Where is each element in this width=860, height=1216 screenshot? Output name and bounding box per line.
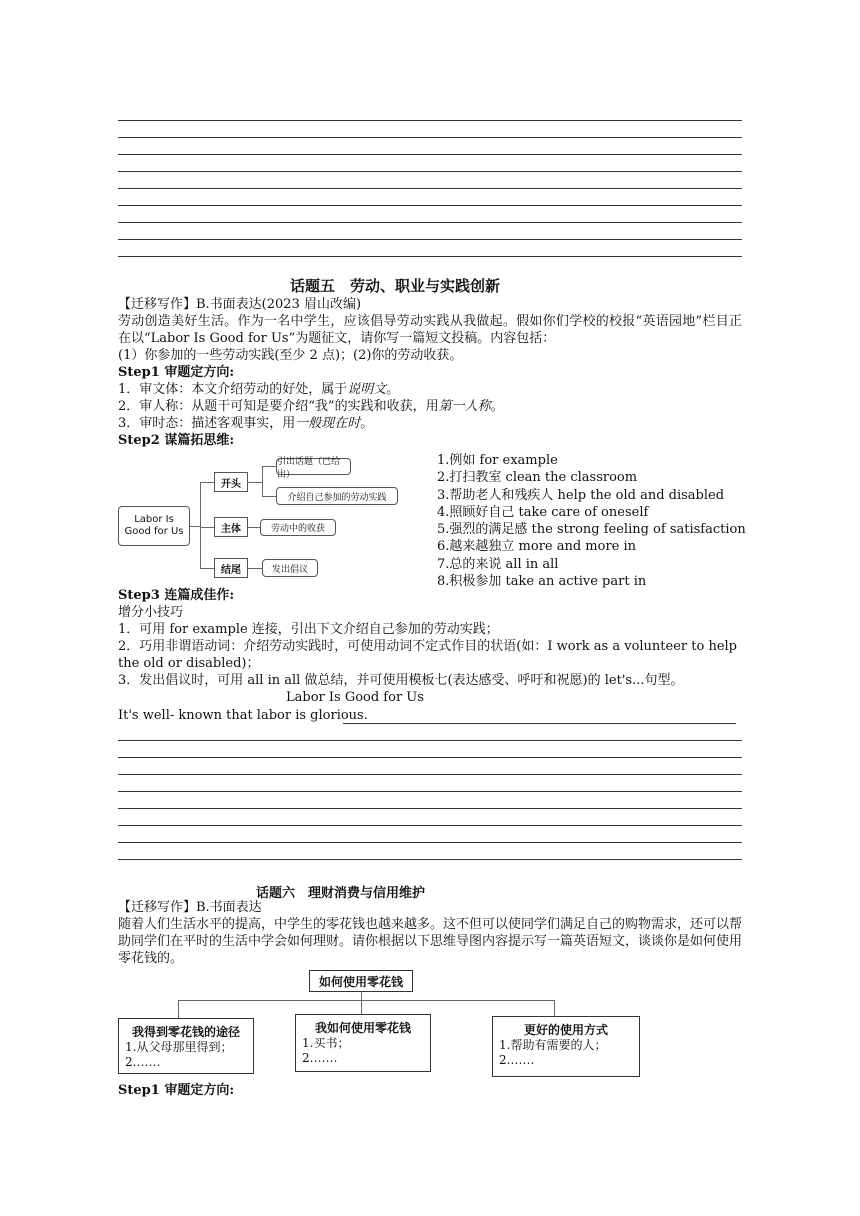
phrase-item: 1.例如 for example <box>437 453 558 468</box>
essay-start: It's well- known that labor is glorious. <box>118 708 368 723</box>
connector <box>262 466 276 467</box>
connector <box>554 1000 555 1016</box>
topic5-step3-title: Step3 连篇成佳作: <box>118 588 235 603</box>
connector <box>178 1000 179 1018</box>
answer-line[interactable] <box>118 825 742 826</box>
box-line: 2.…… <box>302 1051 338 1065</box>
mindmap-box-income <box>118 1018 254 1074</box>
step1-item-suffix: 。 <box>360 416 374 431</box>
topic5-step1-item <box>118 381 399 398</box>
topic5-prompt-text: 劳动创造美好生活。作为一名中学生，应该倡导劳动实践从我做起。假如你们学校的校报“英语园地”栏目正在以“Labor Is Good for Us”为题征文，请你写一篇短文投稿。内容包括： <box>118 314 742 346</box>
connector <box>262 466 263 496</box>
phrase-item: 8.积极参加 take an active part in <box>437 574 647 590</box>
answer-line[interactable] <box>118 808 742 809</box>
answer-line[interactable] <box>118 171 742 172</box>
mindmap-leaf-intro-practice: 介绍自己参加的劳动实践 <box>276 487 398 505</box>
answer-line[interactable] <box>118 740 742 741</box>
phrase-item: 5.强烈的满足感 the strong feeling of satisfaction <box>437 522 746 538</box>
topic5-prompt-label: 【迁移写作】B.书面表达(2023 眉山改编) <box>118 297 362 312</box>
answer-line[interactable] <box>118 859 742 860</box>
mindmap-box-better-way <box>492 1016 640 1077</box>
connector <box>248 568 262 569</box>
connector <box>190 526 200 527</box>
step1-item-prefix: 3．审时态：描述客观事实，用 <box>118 416 296 431</box>
answer-line[interactable] <box>118 256 742 257</box>
topic5-step1-item <box>118 398 504 415</box>
connector <box>200 527 214 528</box>
answer-line[interactable] <box>118 137 742 138</box>
topic6-prompt-text: 随着人们生活水平的提高，中学生的零花钱也越来越多。这不但可以使同学们满足自己的购物需求，还可以帮助同学们在平时的生活中学会如何理财。请你根据以下思维导图内容提示写一篇英语短文，谈谈你是如何使用零花钱的。 <box>118 917 743 966</box>
phrase-item: 3.帮助老人和残疾人 help the old and disabled <box>437 487 725 503</box>
phrase-item: 4.照顾好自己 take care of oneself <box>437 504 649 520</box>
box-line: 1.买书； <box>302 1036 350 1050</box>
topic6-heading: 话题六 理财消费与信用维护 <box>256 886 426 901</box>
answer-line[interactable] <box>118 154 742 155</box>
answer-line[interactable] <box>118 791 742 792</box>
mindmap-root: 如何使用零花钱 <box>309 970 413 992</box>
topic5-heading: 话题五 劳动、职业与实践创新 <box>290 277 501 295</box>
phrase-list <box>437 452 746 590</box>
answer-line[interactable] <box>118 205 742 206</box>
box-title: 我得到零花钱的途径 <box>131 1025 240 1039</box>
connector <box>361 1000 362 1014</box>
box-line: 2.…… <box>499 1053 535 1067</box>
step1-item-emphasis: 说明文 <box>347 382 387 397</box>
step1-item-emphasis: 第一人称 <box>438 399 491 414</box>
tip-item: 2．巧用非谓语动词：介绍劳动实践时，可使用动词不定式作目的状语(如：I work as a volunteer to help the old or disabled)； <box>118 639 737 671</box>
answer-line[interactable] <box>118 188 742 189</box>
connector <box>248 527 260 528</box>
topic5-step2-title: Step2 谋篇拓思维: <box>118 433 235 448</box>
connector <box>200 568 214 569</box>
answer-line[interactable] <box>118 774 742 775</box>
answer-line[interactable] <box>118 120 742 121</box>
mindmap-branch-body: 主体 <box>214 517 248 537</box>
phrase-item: 7.总的来说 all in all <box>437 556 559 572</box>
topic5-step1-title: Step1 审题定方向: <box>118 365 235 380</box>
tip-item: 3．发出倡议时，可用 all in all 做总结，并可使用模板七(表达感受、呼吁和祝愿)的 let's...句型。 <box>118 673 684 688</box>
step1-item-prefix: 1．审文体：本文介绍劳动的好处，属于 <box>118 382 348 397</box>
tips-title: 增分小技巧 <box>118 605 184 620</box>
step1-item-emphasis: 一般现在时 <box>295 416 361 431</box>
topic6-step1-title: Step1 审题定方向: <box>118 1083 235 1098</box>
mindmap-root: Labor Is Good for Us <box>118 506 190 546</box>
phrase-item: 2.打扫教室 clean the classroom <box>437 470 638 486</box>
mindmap-branch-opening: 开头 <box>214 472 248 492</box>
box-title: 我如何使用零花钱 <box>314 1021 411 1035</box>
topic5-prompt-points: (1）你参加的一些劳动实践(至少 2 点)；(2)你的劳动收获。 <box>118 348 463 363</box>
topic6-prompt-label: 【迁移写作】B.书面表达 <box>118 900 262 915</box>
box-title: 更好的使用方式 <box>523 1023 608 1037</box>
answer-line[interactable] <box>118 222 742 223</box>
mindmap-leaf-gains: 劳动中的收获 <box>260 519 336 536</box>
connector <box>178 1000 554 1001</box>
mindmap-branch-ending: 结尾 <box>214 558 248 578</box>
answer-line[interactable] <box>118 757 742 758</box>
mindmap-box-usage <box>295 1014 431 1072</box>
connector <box>361 992 362 1000</box>
box-line: 1.从父母那里得到； <box>125 1040 233 1054</box>
connector <box>262 496 276 497</box>
essay-title: Labor Is Good for Us <box>286 690 424 705</box>
step1-item-suffix: 。 <box>386 382 400 397</box>
connector <box>200 482 214 483</box>
step1-item-suffix: 。 <box>490 399 504 414</box>
topic5-step1-item <box>118 415 373 432</box>
box-line: 1.帮助有需要的人； <box>499 1038 607 1052</box>
connector <box>200 482 201 568</box>
step1-item-prefix: 2．审人称：从题干可知是要介绍“我”的实践和收获，用 <box>118 399 439 414</box>
phrase-item: 6.越来越独立 more and more in <box>437 539 637 555</box>
answer-line[interactable] <box>118 239 742 240</box>
tip-item: 1．可用 for example 连接，引出下文介绍自己参加的劳动实践； <box>118 622 499 637</box>
mindmap-leaf-intro-topic: 引出话题（已给出） <box>276 458 351 475</box>
connector <box>248 482 262 483</box>
answer-line[interactable] <box>118 842 742 843</box>
answer-line[interactable] <box>343 723 736 724</box>
mindmap-leaf-call: 发出倡议 <box>262 559 318 577</box>
box-line: 2.…… <box>125 1055 161 1069</box>
